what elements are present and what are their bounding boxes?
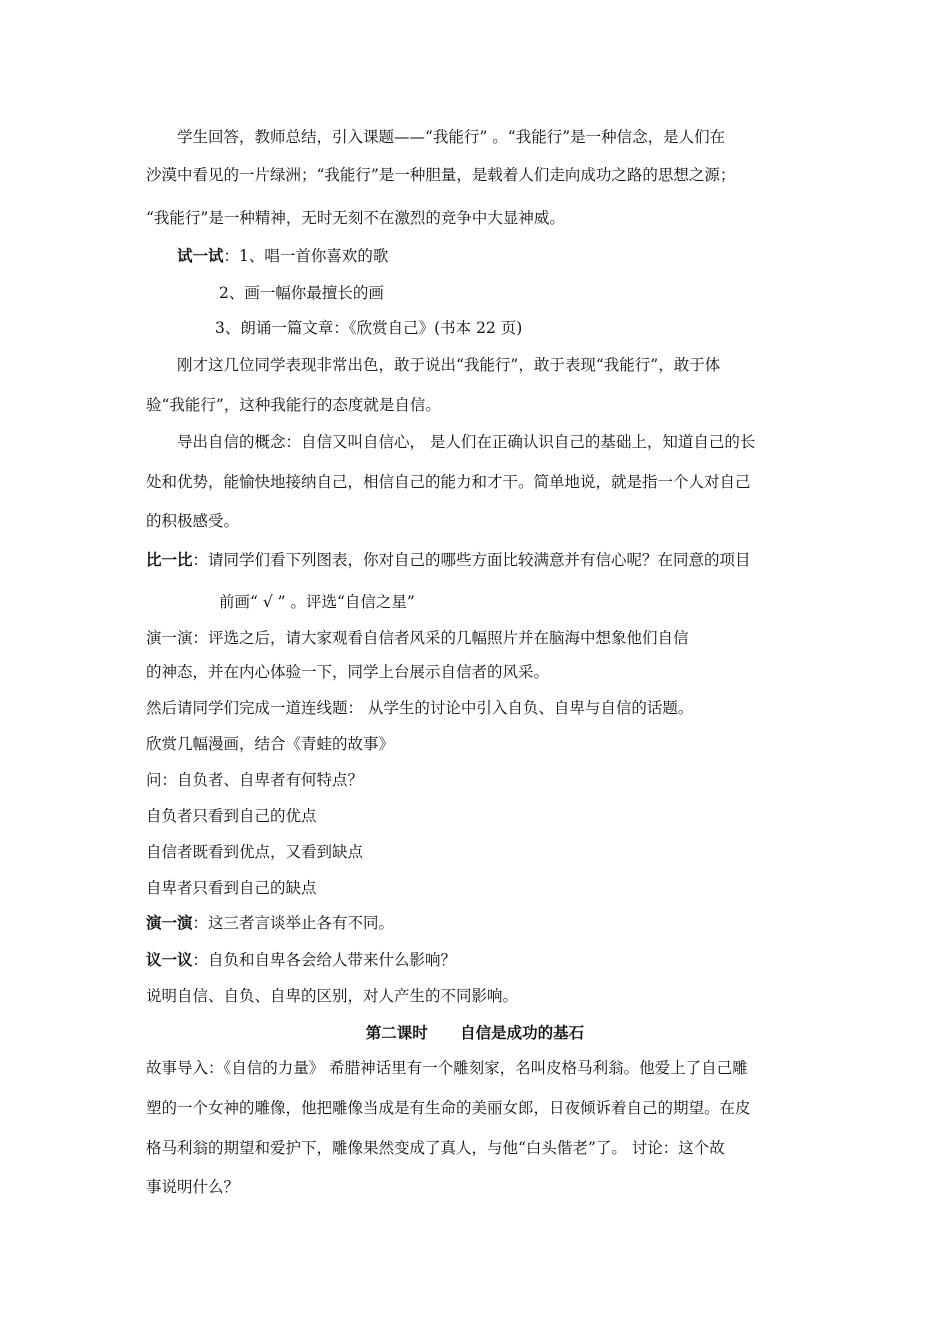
lesson2-line2: 塑的一个女神的雕像，他把雕像当成是有生命的美丽女郎，日夜倾诉着自己的期望。在皮: [146, 1099, 751, 1117]
try-label: 试一试: [177, 247, 224, 265]
act1-line6: 自负者只看到自己的优点: [146, 807, 317, 825]
lesson2-line3: 格马利翁的期望和爱护下，雕像果然变成了真人，与他“白头偕老”了。 讨论：这个故: [146, 1139, 725, 1157]
act1-line2: 的神态，并在内心体验一下，同学上台展示自信者的风采。: [146, 663, 550, 681]
discuss-label: 议一议: [146, 951, 193, 969]
try-line1: [177, 246, 388, 266]
para1-line3: “我能行”是一种精神，无时无刻不在激烈的竞争中大显神威。: [146, 209, 565, 227]
compare-label: 比一比: [146, 551, 193, 569]
lesson2-line4: 事说明什么？: [146, 1178, 240, 1196]
lesson2-line1: 故事导入：《自信的力量》 希腊神话里有一个雕刻家，名叫皮格马利翁。他爱上了自己雕: [146, 1059, 748, 1077]
discuss-line1: [146, 950, 456, 970]
act1-line3: 然后请同学们完成一道连线题： 从学生的讨论中引入自负、自卑与自信的话题。: [146, 699, 694, 717]
para3-line3: 的积极感受。: [146, 512, 240, 530]
act1-line5: 问：自负者、自卑者有何特点？: [146, 771, 364, 789]
act1-line7: 自信者既看到优点，又看到缺点: [146, 843, 364, 861]
try-item1: ：1、唱一首你喜欢的歌: [223, 247, 389, 265]
compare-line1: [146, 550, 751, 570]
compare-line2: 前画“ √ ” 。评选“自信之星”: [219, 593, 415, 611]
para2-line2: 验“我能行”，这种我能行的态度就是自信。: [146, 396, 441, 414]
act2-text: ：这三者言谈举止各有不同。: [192, 914, 395, 932]
try-item3: 3、朗诵一篇文章：《欣赏自己》(书本 22 页): [215, 319, 523, 337]
act1-line4: 欣赏几幅漫画，结合《青蛙的故事》: [146, 735, 395, 753]
act2-label: 演一演: [146, 914, 193, 932]
para3-line1: 导出自信的概念：自信又叫自信心， 是人们在正确认识自己的基础上，知道自己的长: [177, 433, 756, 451]
para1-line2: 沙漠中看见的一片绿洲；“我能行”是一种胆量，是载着人们走向成功之路的思想之源；: [146, 166, 736, 184]
act2-line: [146, 913, 394, 933]
para3-line2: 处和优势，能愉快地接纳自己，相信自己的能力和才干。简单地说，就是指一个人对自己: [146, 473, 751, 491]
act1-line8: 自卑者只看到自己的缺点: [146, 879, 317, 897]
compare-text: ：请同学们看下列图表，你对自己的哪些方面比较满意并有信心呢？在同意的项目: [192, 551, 751, 569]
try-item2: 2、画一幅你最擅长的画: [219, 284, 384, 302]
para1-line1: 学生回答，教师总结，引入课题——“我能行” 。“我能行”是一种信念，是人们在: [177, 128, 726, 146]
discuss-text: ：自负和自卑各会给人带来什么影响？: [192, 951, 457, 969]
para2-line1: 刚才这几位同学表现非常出色，敢于说出“我能行”，敢于表现“我能行”，敢于体: [177, 356, 721, 374]
discuss-line2: 说明自信、自负、自卑的区别，对人产生的不同影响。: [146, 987, 519, 1005]
act1-line1: 演一演：评选之后，请大家观看自信者风采的几幅照片并在脑海中想象他们自信: [146, 629, 689, 647]
lesson2-title: 第二课时 自信是成功的基石: [365, 1024, 585, 1042]
